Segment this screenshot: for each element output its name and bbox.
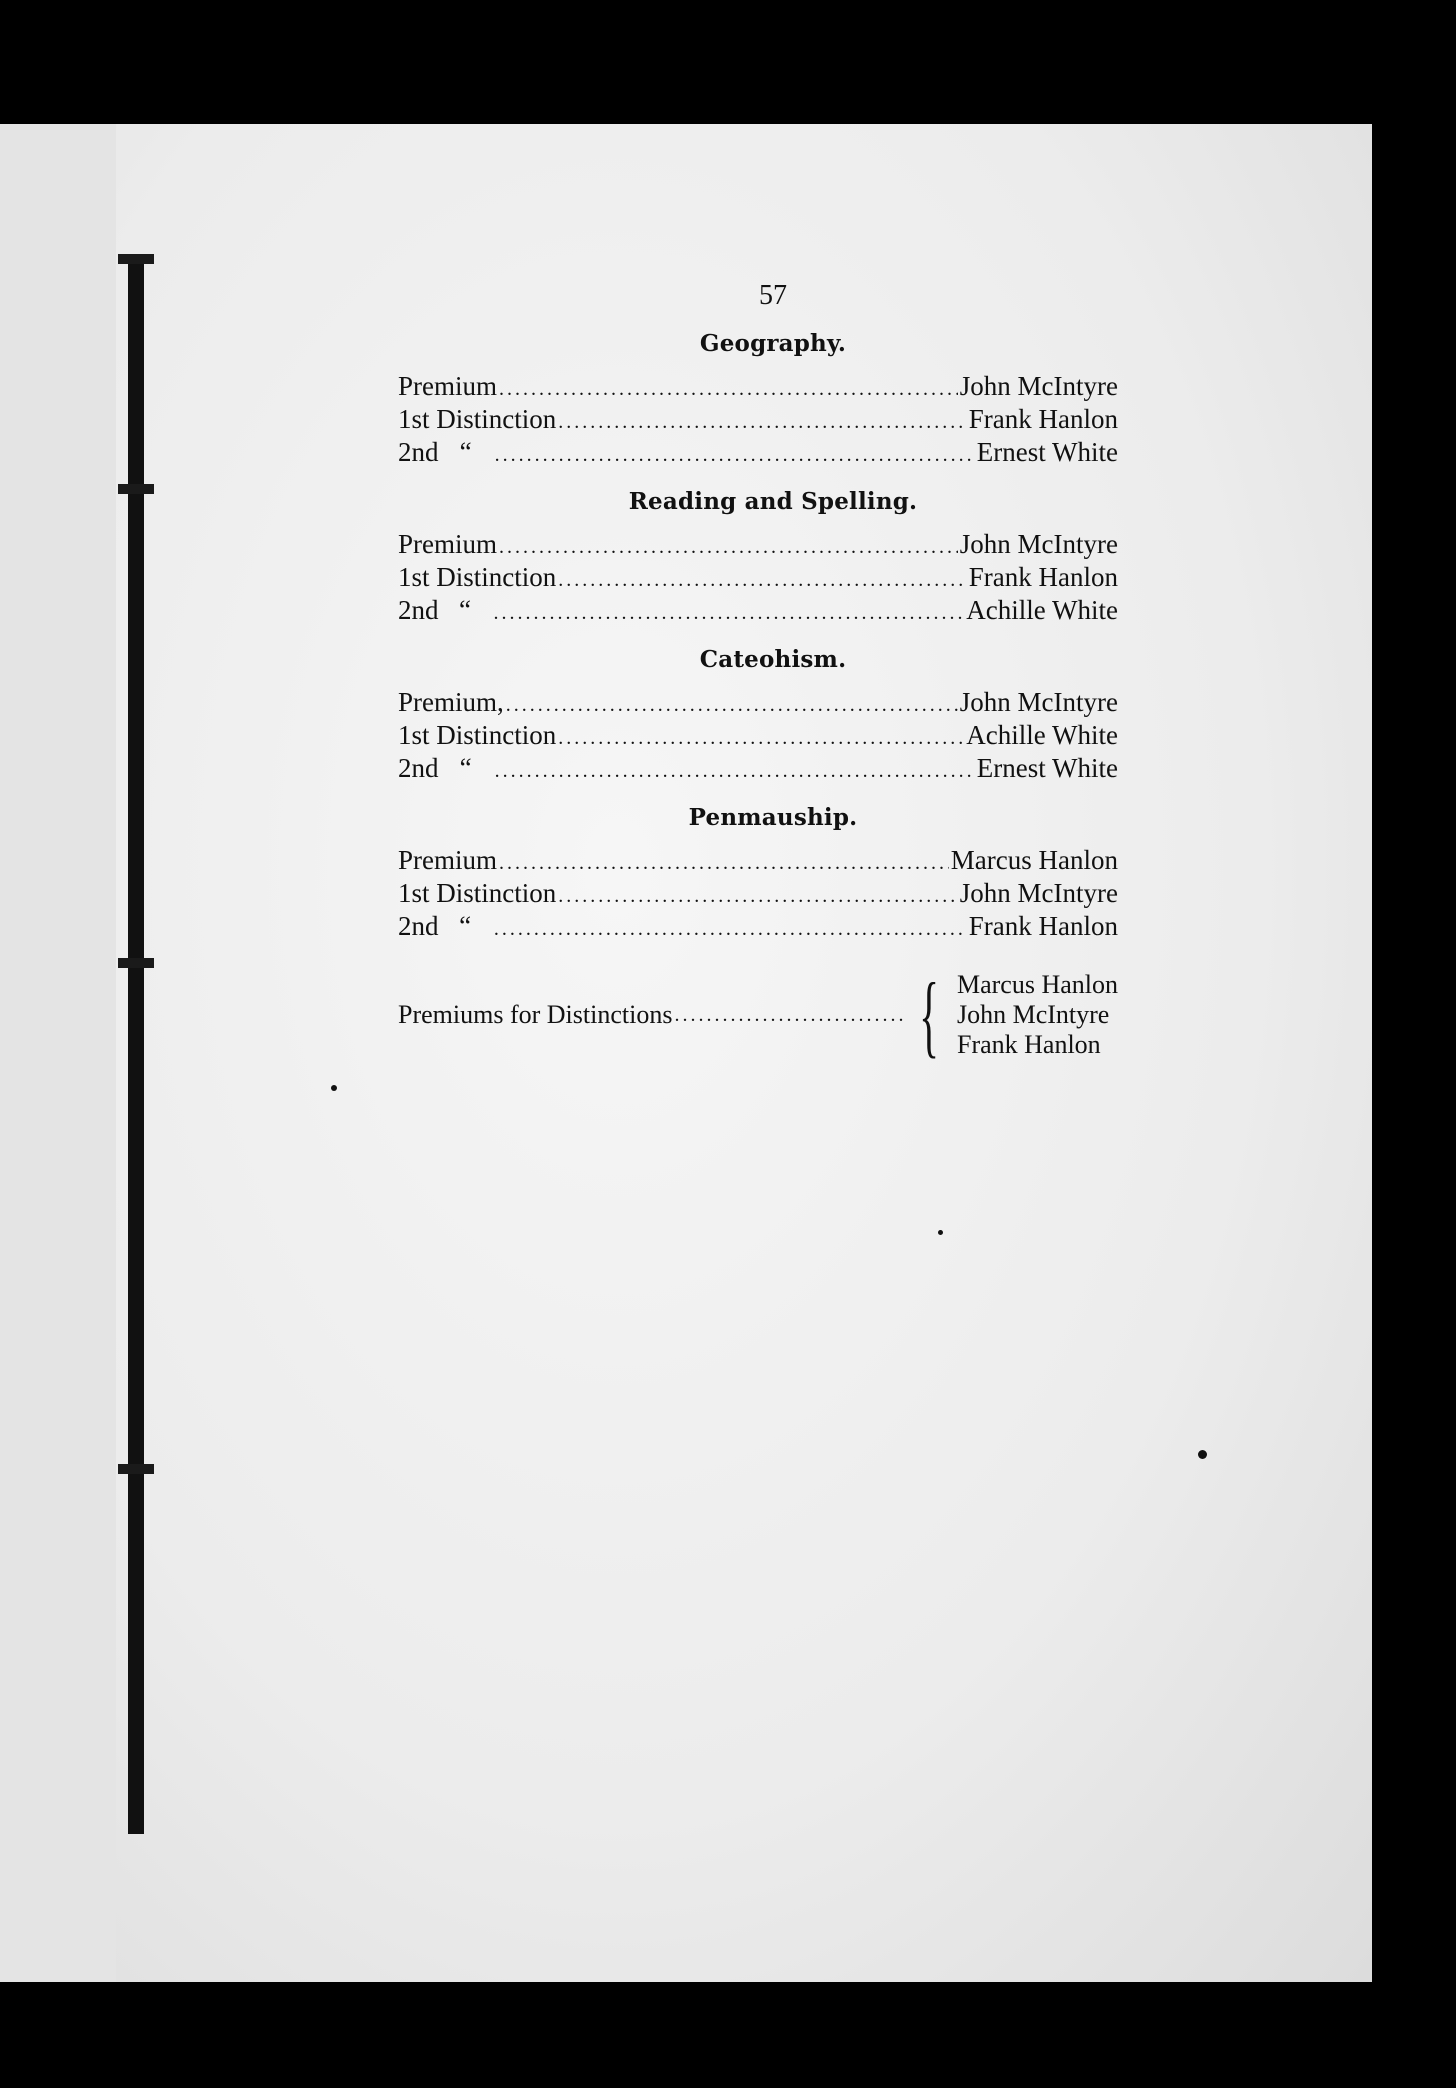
dot-leader: [558, 407, 967, 437]
award-label: 2nd: [398, 753, 439, 783]
dot-leader: [499, 848, 949, 878]
ditto-mark: “: [459, 595, 472, 625]
section-penmanship: [398, 804, 1118, 944]
document-content: [398, 280, 1118, 1066]
award-row: [398, 371, 1118, 404]
paper-speck: [938, 1230, 943, 1235]
award-label: 2nd: [398, 437, 439, 467]
award-recipient: John McIntyre: [959, 878, 1118, 908]
paper-speck: [1198, 1450, 1207, 1459]
paper-speck: [331, 1085, 337, 1091]
award-label: 1st Distinction: [398, 878, 557, 908]
dot-leader: [499, 532, 958, 562]
award-label: 1st Distinction: [398, 720, 557, 750]
award-row: [398, 753, 1118, 786]
distinctions-label: Premiums for Distinctions: [398, 1000, 673, 1029]
section-reading-spelling: [398, 488, 1118, 628]
award-row: [398, 529, 1118, 562]
award-recipient: Ernest White: [976, 437, 1118, 467]
distinction-recipient: Marcus Hanlon: [956, 970, 1118, 999]
award-label: 2nd: [398, 911, 439, 941]
award-recipient: Ernest White: [976, 753, 1118, 783]
binding-thread: [118, 958, 154, 968]
award-recipient: John McIntyre: [959, 529, 1118, 559]
award-recipient: Frank Hanlon: [968, 562, 1118, 592]
award-row: [398, 687, 1118, 720]
dot-leader: [495, 440, 975, 470]
ditto-mark: “: [459, 437, 472, 467]
ditto-mark: “: [459, 911, 472, 941]
award-recipient: Marcus Hanlon: [950, 845, 1118, 875]
section-heading: Geography.: [699, 330, 847, 357]
award-row: [398, 404, 1118, 437]
ditto-mark: “: [459, 753, 472, 783]
dot-leader: [499, 374, 958, 404]
binding-thread: [118, 484, 154, 494]
dot-leader: [506, 690, 958, 720]
award-label: 1st Distinction: [398, 562, 557, 592]
dot-leader: [558, 881, 958, 911]
left-page-margin: [0, 124, 116, 1982]
award-row: [398, 878, 1118, 911]
binding-thread: [118, 1464, 154, 1474]
distinction-recipient: John McIntyre: [956, 1000, 1110, 1029]
award-label: 1st Distinction: [398, 404, 557, 434]
dot-leader: [558, 723, 964, 753]
section-geography: [398, 330, 1118, 470]
award-row: [398, 562, 1118, 595]
section-catechism: [398, 646, 1118, 786]
award-row: [398, 845, 1118, 878]
dot-leader: [494, 914, 967, 944]
binding-thread: [118, 254, 154, 264]
award-label: Premium: [398, 845, 497, 875]
section-heading: Reading and Spelling.: [628, 488, 918, 515]
award-label: 2nd: [398, 595, 439, 625]
page-number: 57: [759, 280, 787, 311]
award-row: [398, 595, 1118, 628]
distinctions-recipients: [957, 970, 1118, 1060]
section-heading: Cateohism.: [699, 646, 847, 673]
award-recipient: Frank Hanlon: [968, 404, 1118, 434]
award-recipient: John McIntyre: [959, 687, 1118, 717]
award-label: Premium: [398, 529, 497, 559]
award-recipient: Frank Hanlon: [968, 911, 1118, 941]
dot-leader: [495, 756, 975, 786]
dot-leader: [558, 565, 967, 595]
award-row: [398, 720, 1118, 753]
award-row: [398, 911, 1118, 944]
distinction-recipient: Frank Hanlon: [956, 1030, 1101, 1059]
section-heading: Penmauship.: [688, 804, 858, 831]
dot-leader: [494, 598, 965, 628]
curly-brace: {: [918, 964, 939, 1066]
award-recipient: Achille White: [966, 595, 1118, 625]
award-row: [398, 437, 1118, 470]
distinctions-row: [398, 964, 1118, 1066]
award-label: Premium: [398, 371, 497, 401]
award-label: Premium,: [398, 687, 504, 717]
dot-leader: [674, 1004, 902, 1027]
book-binding: [118, 124, 152, 1714]
award-recipient: John McIntyre: [959, 371, 1118, 401]
award-recipient: Achille White: [966, 720, 1118, 750]
